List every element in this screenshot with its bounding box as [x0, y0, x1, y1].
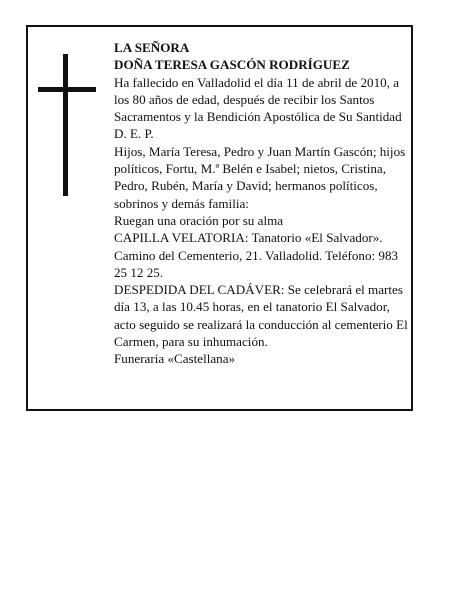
- funeral-home: Funeraria «Castellana»: [114, 351, 236, 367]
- obituary-text: [114, 39, 412, 368]
- notice-title: LA SEÑORA: [114, 40, 190, 55]
- death-announcement: Ha fallecido en Valladolid el día 11 de abril de 2010, a los 80 años de edad, después de recibir los Santos Sacramentos y la Bendición Apostólica de Su Santidad D. E. P.: [114, 74, 402, 142]
- farewell-info: DESPEDIDA DEL CADÁVER: Se celebrará el martes día 13, a las 10.45 horas, en el tanatorio El Salvador, acto seguido se realizará la conducción al cementerio El Carmen, para su inhumación.: [114, 282, 408, 350]
- cross-horizontal-bar: [38, 87, 96, 92]
- family-list: Hijos, María Teresa, Pedro y Juan Martín Gascón; hijos políticos, Fortu, M.ª Belén e Isabel; nietos, Cristina, Pedro, Rubén, María y David; hermanos políticos, sobrinos y demás familia:: [114, 143, 406, 211]
- chapel-info: CAPILLA VELATORIA: Tanatorio «El Salvador». Camino del Cementerio, 21. Valladolid. Teléfono: 983 25 12 25.: [114, 230, 399, 280]
- deceased-name: DOÑA TERESA GASCÓN RODRÍGUEZ: [114, 57, 350, 73]
- cross-icon: [38, 54, 96, 196]
- cross-vertical-bar: [63, 54, 68, 196]
- prayer-request: Ruegan una oración por su alma: [114, 212, 284, 228]
